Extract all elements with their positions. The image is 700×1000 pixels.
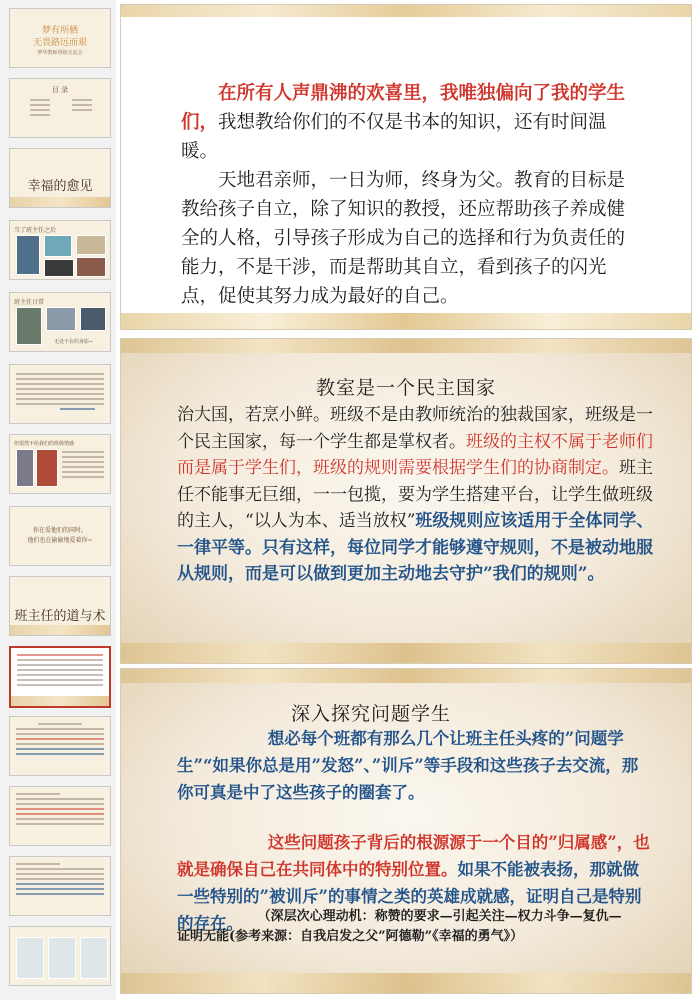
thumbnail-contents-title: 目 录 xyxy=(51,86,69,94)
thumbnail-slide-3[interactable] xyxy=(9,148,111,208)
thumbnail-subtitle: 梦华教师班级交流会 xyxy=(37,50,83,56)
thumbnail-text-lines xyxy=(17,654,103,689)
thumbnail-quote-line-1: 你在爱他们的同时， xyxy=(32,527,87,534)
thumbnail-heading: 当了班主任之后 xyxy=(14,227,57,234)
thumbnail-slide-4[interactable] xyxy=(9,220,111,280)
thumbnail-photo xyxy=(76,235,106,255)
thumbnail-caption: 无处不在的身影~ xyxy=(54,339,94,345)
paragraph-1: 想必每个班都有那么几个让班主任头疼的”问题学生”“如果你总是用”发怒”、”训斥”等手段和这些孩子去交流，那你可真是中了这些孩子的圈套了。 xyxy=(177,729,639,802)
thumbnail-title-line-1: 梦有所栖 xyxy=(41,26,78,36)
highlight-red-text: 这些问题孩子背后的根源源于一个目的”归属感”，也就是确保自己在共同体中的特别位置。 xyxy=(177,833,650,879)
paragraph-1 xyxy=(181,79,643,166)
thumbnail-decor xyxy=(11,696,109,706)
highlight-blue-text: 如果不能被表扬，那就做一些特别的”被训斥”的事情之类的英雄成就感，证明自己是特别的存在。 xyxy=(177,860,642,933)
thumbnail-heading: 但很然不给我们的班级情感 xyxy=(14,441,75,447)
thumbnail-quote-line-2: 他们也在偷偷地爱着你~ xyxy=(27,537,93,544)
thumbnail-decor xyxy=(10,625,110,635)
thumbnail-photo xyxy=(36,449,58,487)
highlight-red-text: 在所有人声鼎沸的欢喜里，我唯独偏向了我的学生们， xyxy=(181,83,626,133)
reference-note: （深层次心理动机：称赞的要求—引起关注—权力斗争—复仇—证明无能(参考来源：自我启发之父”阿德勒”《幸福的勇气》） xyxy=(177,909,622,944)
thumbnail-card xyxy=(48,937,76,979)
scroll-decor-bottom xyxy=(121,973,691,993)
thumbnail-text-lines xyxy=(72,99,92,114)
highlight-blue-text: 班级规则应该适用于全体同学、一律平等。只有这样，每位同学才能够遵守规则，不是被动地服从规则，而是可以做到更加主动地去守护”我们的规则”。 xyxy=(177,511,654,584)
thumbnail-text-lines xyxy=(16,723,104,758)
thumbnail-photo xyxy=(80,307,106,331)
thumbnail-photo xyxy=(16,449,34,487)
thumbnail-slide-2[interactable] xyxy=(9,78,111,138)
gold-border-top xyxy=(121,5,691,17)
slide-democratic-classroom xyxy=(120,338,692,664)
slide-body xyxy=(177,402,661,588)
thumbnail-text-lines xyxy=(30,99,50,119)
thumbnail-photo xyxy=(76,257,106,277)
thumbnail-slide-10-selected[interactable] xyxy=(9,646,111,708)
thumbnail-section-title: 幸福的愈见 xyxy=(27,179,93,194)
thumbnail-slide-8[interactable] xyxy=(9,506,111,566)
thumbnail-photo xyxy=(16,235,40,275)
scroll-decor-top xyxy=(121,339,691,353)
slide-title: 深入探究问题学生 xyxy=(290,703,451,725)
thumbnail-text-lines xyxy=(16,863,104,898)
slide-title: 教室是一个民主国家 xyxy=(315,377,496,399)
slide-teacher-warmth xyxy=(120,4,692,330)
scroll-decor-bottom xyxy=(121,643,691,663)
slide-body xyxy=(177,725,651,937)
thumbnail-slide-7[interactable] xyxy=(9,434,111,494)
thumbnail-slide-11[interactable] xyxy=(9,716,111,776)
thumbnail-photo xyxy=(44,259,74,277)
thumbnail-slide-1[interactable] xyxy=(9,8,111,68)
thumbnail-text-lines xyxy=(62,451,104,481)
thumbnail-photo xyxy=(16,307,42,345)
slide-body xyxy=(181,79,643,311)
gold-border-bottom xyxy=(121,313,691,329)
paragraph-text: 治大国，若烹小鲜。班级不是由教师统治的独裁国家，班级是一个民主国家，每一个学生都是掌权者。 xyxy=(177,405,653,452)
paragraph-2: 天地君亲师，一日为师，终身为父。教育的目标是教给孩子自立，除了知识的教授，还应帮助孩子养成健全的人格，引导孩子形成为自己的选择和行为负责任的能力，不是干涉，而是帮助其自立，看到孩子的闪光点，促使其努力成为最好的自己。 xyxy=(181,170,626,307)
thumbnail-slide-14[interactable] xyxy=(9,926,111,986)
highlight-red-text: 班级的主权不属于老师们而是属于学生们，班级的规则需要根据学生们的协商制定。 xyxy=(177,431,653,478)
thumbnail-slide-13[interactable] xyxy=(9,856,111,916)
thumbnail-text-lines xyxy=(16,373,104,413)
thumbnail-slide-5[interactable] xyxy=(9,292,111,352)
thumbnail-card xyxy=(16,937,44,979)
paragraph-text: 班主任不能事无巨细，一一包揽，要为学生搭建平台，让学生做班级的主人，“以人为本、适当放权” xyxy=(177,458,653,531)
thumbnail-slide-12[interactable] xyxy=(9,786,111,846)
thumbnail-heading: 班主任日常 xyxy=(14,299,45,306)
thumbnail-text-lines xyxy=(16,793,104,828)
thumbnail-title-line-2: 无畏路远而艰 xyxy=(32,38,87,48)
thumbnail-photo xyxy=(44,235,72,257)
slide-thumbnail-panel xyxy=(0,0,116,1000)
thumbnail-slide-6[interactable] xyxy=(9,364,111,424)
thumbnail-card xyxy=(80,937,108,979)
scroll-decor-top xyxy=(121,669,691,683)
thumbnail-section-title: 班主任的道与术 xyxy=(14,609,106,624)
slide-problem-students xyxy=(120,668,692,994)
thumbnail-photo xyxy=(46,307,76,331)
thumbnail-decor xyxy=(10,197,110,207)
thumbnail-slide-9[interactable] xyxy=(9,576,111,636)
paragraph-text: 我想教给你们的不仅是书本的知识，还有时间温暖。 xyxy=(181,112,607,162)
